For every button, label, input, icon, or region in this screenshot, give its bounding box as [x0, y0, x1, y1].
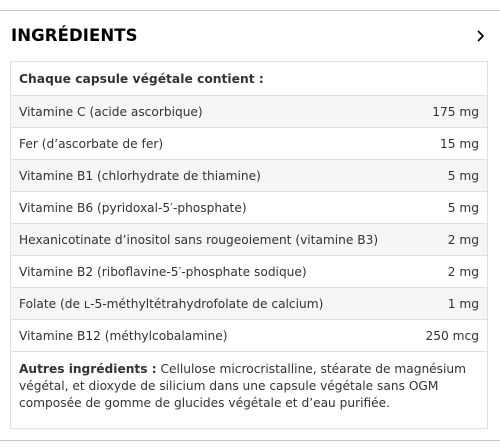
ingredient-name: Vitamine B12 (méthylcobalamine) — [19, 328, 228, 343]
table-row — [11, 160, 487, 192]
ingredient-name: Vitamine B2 (riboflavine-5′-phosphate sodique) — [19, 264, 307, 279]
chevron-right-icon[interactable] — [476, 30, 486, 42]
ingredient-name: Vitamine B6 (pyridoxal-5′-phosphate) — [19, 200, 247, 215]
table-row — [11, 224, 487, 256]
other-ingredients-label: Autres ingrédients : — [19, 362, 157, 376]
ingredient-amount: 15 mg — [440, 136, 479, 151]
ingredient-amount: 2 mg — [447, 232, 479, 247]
table-row — [11, 288, 487, 320]
section-title: INGRÉDIENTS — [11, 26, 138, 45]
table-row — [11, 128, 487, 160]
ingredient-amount: 1 mg — [447, 296, 479, 311]
table-row — [11, 192, 487, 224]
ingredient-name: Fer (d’ascorbate de fer) — [19, 136, 164, 151]
ingredient-name: Vitamine C (acide ascorbique) — [19, 104, 203, 119]
ingredient-name: Folate (de ʟ-5-méthyltétrahydrofolate de calcium) — [19, 296, 324, 311]
other-ingredients-text: Cellulose microcristalline, stéarate de magnésium végétal, et dioxyde de silicium dans une capsule végétale sans OGM composée de gomme de glucides végétale et d’eau purifiée. — [19, 362, 466, 410]
ingredient-amount: 175 mg — [432, 104, 479, 119]
ingredient-amount: 2 mg — [447, 264, 479, 279]
bottom-divider — [0, 440, 500, 441]
table-row — [11, 320, 487, 352]
table-heading: Chaque capsule végétale contient : — [11, 62, 487, 96]
ingredient-amount: 250 mcg — [425, 328, 479, 343]
ingredients-accordion-header[interactable] — [0, 11, 500, 60]
ingredient-name: Hexanicotinate d’inositol sans rougeoiement (vitamine B3) — [19, 232, 379, 247]
ingredient-amount: 5 mg — [447, 200, 479, 215]
other-ingredients-note — [11, 352, 487, 412]
table-body — [11, 96, 487, 352]
table-row — [11, 256, 487, 288]
ingredients-table — [10, 61, 488, 429]
ingredient-name: Vitamine B1 (chlorhydrate de thiamine) — [19, 168, 261, 183]
table-row — [11, 96, 487, 128]
ingredient-amount: 5 mg — [447, 168, 479, 183]
